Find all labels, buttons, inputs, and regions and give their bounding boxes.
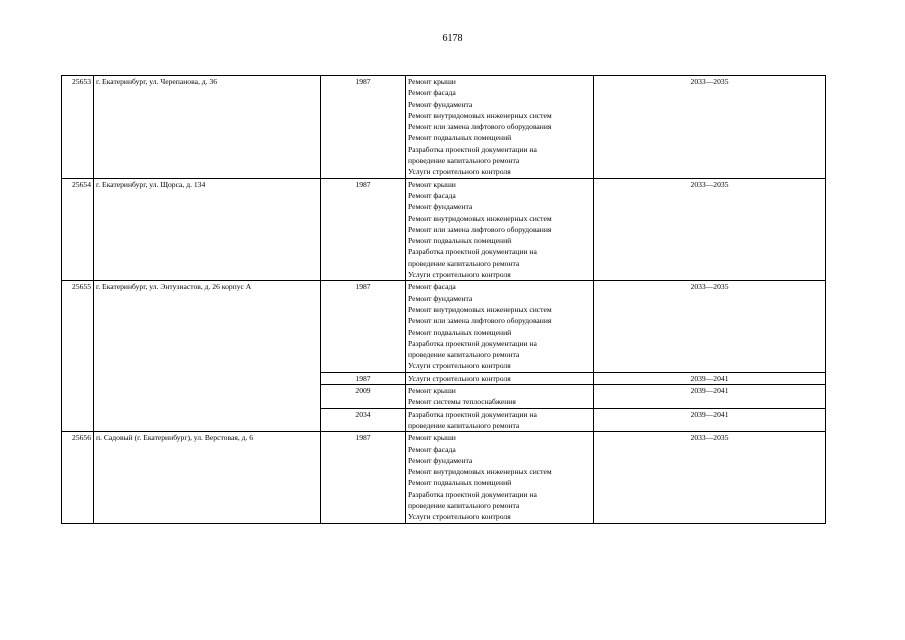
object-number-cell: 25655 xyxy=(62,281,94,432)
address-cell: г. Екатеринбург, ул. Энтузиастов, д. 26 корпус А xyxy=(94,281,321,432)
work-item: Ремонт внутридомовых инженерных систем xyxy=(408,467,552,477)
period-cell: 2039—2041 xyxy=(594,385,826,409)
capital-repair-table xyxy=(61,75,826,524)
table-row xyxy=(62,281,826,372)
work-item: проведение капитального ремонта xyxy=(408,420,520,430)
work-item: Ремонт крыши xyxy=(408,433,456,443)
work-item: Ремонт фасада xyxy=(408,190,456,200)
work-item: Ремонт подвальных помещений xyxy=(408,478,512,488)
work-item: Разработка проектной документации на xyxy=(408,247,537,257)
address-cell: п. Садовый (г. Екатеринбург), ул. Верстовая, д. 6 xyxy=(94,432,321,523)
work-item: Ремонт подвальных помещений xyxy=(408,133,512,143)
work-item: Разработка проектной документации на xyxy=(408,409,537,419)
work-item: проведение капитального ремонта xyxy=(408,156,520,166)
page-number: 6178 xyxy=(442,33,463,44)
year-cell: 1987 xyxy=(321,76,406,179)
work-item: Ремонт подвальных помещений xyxy=(408,236,512,246)
work-item: Ремонт крыши xyxy=(408,77,456,86)
work-item: Разработка проектной документации на xyxy=(408,338,537,348)
table-row xyxy=(62,76,826,179)
year-cell: 2034 xyxy=(321,408,406,432)
work-item: Услуги строительного контроля xyxy=(408,361,511,371)
work-item: Ремонт внутридомовых инженерных систем xyxy=(408,304,552,314)
work-item: Разработка проектной документации на xyxy=(408,489,537,499)
year-cell: 1987 xyxy=(321,372,406,384)
work-item: проведение капитального ремонта xyxy=(408,350,520,360)
work-item: Ремонт или замена лифтового оборудования xyxy=(408,224,552,234)
work-item: Ремонт системы теплоснабжения xyxy=(408,397,516,407)
year-cell: 1987 xyxy=(321,281,406,372)
work-item: Ремонт или замена лифтового оборудования xyxy=(408,316,552,326)
works-cell xyxy=(406,372,594,384)
address-cell: г. Екатеринбург, ул. Черепанова, д. 36 xyxy=(94,76,321,179)
work-item: Ремонт фундамента xyxy=(408,202,473,212)
works-cell xyxy=(406,408,594,432)
work-item: Ремонт внутридомовых инженерных систем xyxy=(408,110,552,120)
work-item: Ремонт внутридомовых инженерных систем xyxy=(408,213,552,223)
works-cell xyxy=(406,385,594,409)
table-body xyxy=(62,76,826,524)
works-cell xyxy=(406,432,594,523)
table-row xyxy=(62,432,826,523)
works-cell xyxy=(406,76,594,179)
address-cell: г. Екатеринбург, ул. Щорса, д. 134 xyxy=(94,178,321,281)
works-cell xyxy=(406,281,594,372)
year-cell: 1987 xyxy=(321,178,406,281)
work-item: Услуги строительного контроля xyxy=(408,373,511,383)
work-item: Услуги строительного контроля xyxy=(408,270,511,280)
object-number-cell: 25654 xyxy=(62,178,94,281)
work-item: Ремонт фасада xyxy=(408,282,456,292)
period-cell: 2039—2041 xyxy=(594,372,826,384)
period-cell: 2033—2035 xyxy=(594,178,826,281)
work-item: Разработка проектной документации на xyxy=(408,144,537,154)
work-item: проведение капитального ремонта xyxy=(408,258,520,268)
work-item: Ремонт фасада xyxy=(408,444,456,454)
work-item: Ремонт крыши xyxy=(408,386,456,396)
object-number-cell: 25656 xyxy=(62,432,94,523)
work-item: Ремонт или замена лифтового оборудования xyxy=(408,122,552,132)
period-cell: 2039—2041 xyxy=(594,408,826,432)
work-item: Ремонт фундамента xyxy=(408,293,473,303)
work-item: Услуги строительного контроля xyxy=(408,167,511,177)
work-item: Ремонт подвальных помещений xyxy=(408,327,512,337)
period-cell: 2033—2035 xyxy=(594,281,826,372)
period-cell: 2033—2035 xyxy=(594,432,826,523)
work-item: Ремонт крыши xyxy=(408,179,456,189)
object-number-cell: 25653 xyxy=(62,76,94,179)
work-item: проведение капитального ремонта xyxy=(408,500,520,510)
work-item: Ремонт фундамента xyxy=(408,455,473,465)
year-cell: 1987 xyxy=(321,432,406,523)
work-item: Ремонт фасада xyxy=(408,88,456,98)
period-cell: 2033—2035 xyxy=(594,76,826,179)
work-item: Ремонт фундамента xyxy=(408,99,473,109)
work-item: Услуги строительного контроля xyxy=(408,512,511,522)
table-row xyxy=(62,178,826,281)
works-cell xyxy=(406,178,594,281)
year-cell: 2009 xyxy=(321,385,406,409)
